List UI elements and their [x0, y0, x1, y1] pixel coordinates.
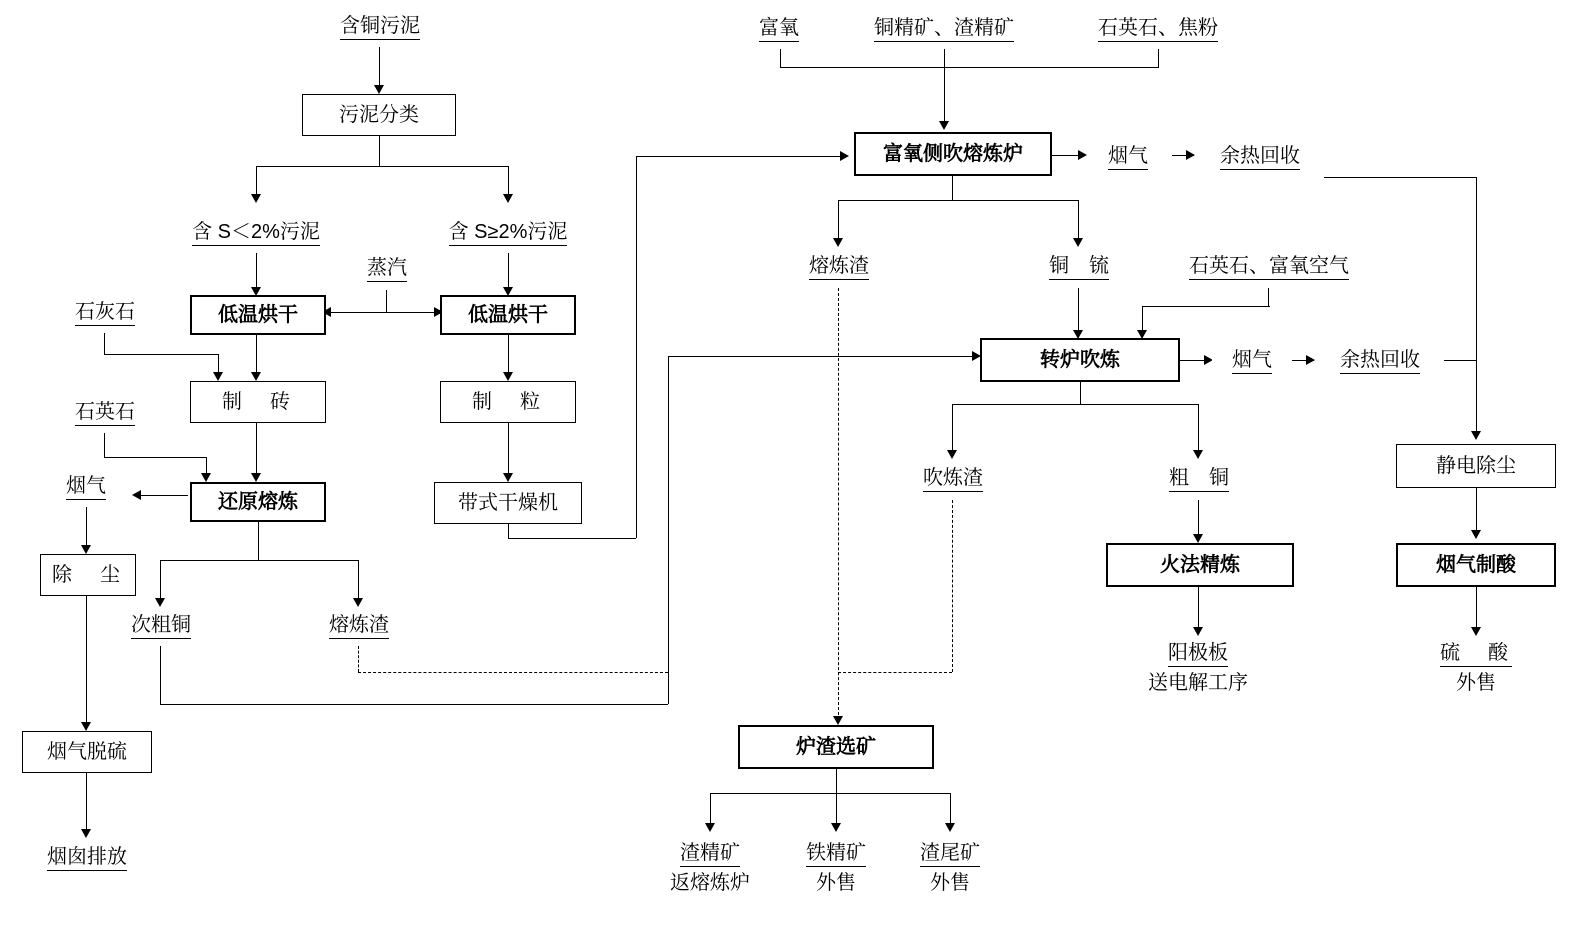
edge-slagleft-dash-down — [358, 646, 359, 672]
edge-lt2-to-dry1 — [256, 253, 257, 291]
edge-blowslag-dash-left — [838, 672, 952, 673]
node-sulfuric-acid: 硫 酸 外售 — [1418, 641, 1534, 695]
arrowhead — [947, 450, 957, 459]
node-sulfur-lt2: 含 S＜2%污泥 — [166, 220, 346, 246]
node-converter-blowing: 转炉吹炼 — [980, 338, 1180, 382]
arrowhead — [374, 85, 384, 94]
node-heat-recovery-2: 余热回收 — [1316, 348, 1444, 374]
arrowhead — [945, 823, 955, 832]
arrowhead — [1306, 355, 1315, 365]
arrowhead — [1471, 530, 1481, 539]
arrowhead — [503, 194, 513, 203]
node-sludge-input: 含铜污泥 — [300, 14, 460, 40]
arrowhead — [251, 473, 261, 482]
edge-blowslag-dash-down — [952, 500, 953, 672]
edge-desulf-to-stack — [86, 773, 87, 833]
arrowhead — [1186, 150, 1195, 160]
edge-reduction-to-fluegas — [140, 495, 188, 496]
node-pelletizing: 制 粒 — [440, 381, 576, 423]
edge-matte-to-converter — [1078, 288, 1079, 334]
node-oxygen-side-blow-furnace: 富氧侧吹熔炼炉 — [854, 132, 1052, 176]
arrowhead — [353, 598, 363, 607]
node-fluegas-2: 烟气 — [1212, 348, 1292, 374]
edge-converter-out-bar — [952, 404, 1198, 405]
arrowhead — [251, 372, 261, 381]
node-slag-tailing-note: 外售 — [930, 872, 970, 894]
edge-to-slag-left — [358, 560, 359, 602]
node-fire-refining: 火法精炼 — [1106, 543, 1294, 587]
node-fluegas-left: 烟气 — [44, 474, 128, 500]
node-slag-concentrate-note: 返熔炼炉 — [670, 872, 750, 894]
arrowhead — [833, 238, 843, 247]
arrowhead — [1471, 627, 1481, 636]
edge-split-bar — [256, 166, 509, 167]
edge-dry2-to-pellet — [508, 335, 509, 376]
arrowhead — [939, 121, 949, 130]
edge-beltdryer-up — [636, 156, 637, 538]
arrowhead — [833, 716, 843, 725]
edge-esp-to-acid — [1476, 488, 1477, 534]
edge-blister-to-refining — [1198, 500, 1199, 538]
node-limestone: 石灰石 — [48, 300, 162, 326]
edge-fluegas-to-dedust — [86, 507, 87, 549]
edge-smeltslag-dashed-down — [838, 288, 839, 720]
edge-beltdryer-to-furnace — [636, 156, 844, 157]
edge-furnace-out-bar — [838, 200, 1078, 201]
node-acid-making: 烟气制酸 — [1396, 543, 1556, 587]
edge-blister2-down — [160, 646, 161, 704]
edge-furnace-out-stem — [952, 176, 953, 200]
edge-conc-down — [944, 49, 945, 67]
node-quartz-coke: 石英石、焦粉 — [1062, 16, 1254, 42]
arrowhead — [1193, 534, 1203, 543]
arrowhead — [81, 829, 91, 838]
edge-heat1-down — [1476, 177, 1477, 435]
edge-blister2-to-converter — [668, 356, 978, 357]
arrowhead — [1193, 450, 1203, 459]
node-heat-recovery-1: 余热回收 — [1196, 144, 1324, 170]
node-smelting-slag: 熔炼渣 — [782, 254, 896, 280]
node-slag-tailing: 渣尾矿 外售 — [892, 841, 1008, 895]
node-smelting-slag-left: 熔炼渣 — [302, 613, 416, 639]
edge-sludge-to-sort — [379, 47, 380, 89]
arrowhead — [155, 598, 165, 607]
edge-beneficiation-stem — [836, 769, 837, 793]
edge-steam-bar — [330, 312, 442, 313]
edge-refining-to-anode — [1198, 587, 1199, 631]
edge-feed-to-furnace — [944, 67, 945, 125]
node-secondary-blister-copper: 次粗铜 — [104, 613, 218, 639]
node-iron-concentrate-note: 外售 — [816, 872, 856, 894]
arrowhead — [1471, 431, 1481, 440]
node-anode-plate: 阳极板 送电解工序 — [1140, 641, 1256, 695]
edge-limestone-v — [104, 333, 105, 354]
node-copper-matte: 铜 锍 — [1022, 254, 1136, 280]
edge-quartzair-down — [1268, 288, 1269, 306]
node-quartz-oxygen-air: 石英石、富氧空气 — [1150, 254, 1388, 280]
arrowhead — [503, 473, 513, 482]
node-reduction-smelting: 还原熔炼 — [190, 482, 326, 522]
edge-pellet-to-beltdryer — [508, 423, 509, 477]
edge-beltdryer-right — [508, 538, 636, 539]
arrowhead — [831, 823, 841, 832]
node-low-temp-drying-2: 低温烘干 — [440, 295, 576, 335]
node-sulfuric-acid-note: 外售 — [1456, 672, 1496, 694]
edge-reduction-out-bar — [160, 560, 358, 561]
edge-heat2-to-riser — [1444, 360, 1476, 361]
edge-quartz-v — [104, 433, 105, 457]
arrowhead — [251, 194, 261, 203]
edge-to-slag-conc — [710, 793, 711, 827]
edge-to-matte — [1078, 200, 1079, 242]
node-quartz-left: 石英石 — [48, 400, 162, 426]
edge-dry1-to-brick — [256, 335, 257, 376]
edge-brick-to-reduction — [256, 423, 257, 477]
arrowhead — [1193, 627, 1203, 636]
edge-to-blister-copper — [1198, 404, 1199, 454]
arrowhead — [81, 545, 91, 554]
edge-to-smelting-slag — [838, 200, 839, 242]
node-steam: 蒸汽 — [342, 256, 432, 282]
edge-ge2-to-dry2 — [508, 253, 509, 291]
node-low-temp-drying-1: 低温烘干 — [190, 295, 326, 335]
arrowhead — [840, 151, 849, 161]
arrowhead — [1078, 150, 1087, 160]
arrowhead — [201, 473, 211, 482]
edge-beneficiation-bar — [710, 793, 950, 794]
arrowhead — [503, 372, 513, 381]
node-sludge-classification: 污泥分类 — [302, 94, 456, 136]
edge-acid-to-product — [1476, 587, 1477, 631]
node-brick-making: 制 砖 — [190, 381, 326, 423]
edge-to-blowing-slag — [952, 404, 953, 454]
edge-feed-merge-bar — [780, 67, 1159, 68]
node-slag-beneficiation: 炉渣选矿 — [738, 725, 934, 769]
node-iron-concentrate: 铁精矿 外售 — [778, 841, 894, 895]
edge-reduction-out-stem — [258, 522, 259, 560]
edge-heat1-right — [1324, 177, 1476, 178]
edge-blister2-up — [668, 356, 669, 704]
edge-to-blister2 — [160, 560, 161, 602]
edge-to-tailing — [950, 793, 951, 827]
node-belt-dryer: 带式干燥机 — [434, 482, 582, 524]
edge-dedust-to-desulf — [86, 596, 87, 726]
edge-slagleft-dash-right — [358, 672, 668, 673]
arrowhead — [1073, 238, 1083, 247]
node-electrostatic-precipitator: 静电除尘 — [1396, 444, 1556, 488]
edge-blister2-right — [160, 704, 668, 705]
node-slag-concentrate: 渣精矿 返熔炼炉 — [652, 841, 768, 895]
node-blister-copper: 粗 铜 — [1142, 466, 1256, 492]
edge-quartzcoke-down — [1158, 49, 1159, 67]
node-stack-emission: 烟囱排放 — [16, 845, 158, 871]
edge-converter-out-stem — [1080, 382, 1081, 404]
edge-quartz-h — [104, 457, 206, 458]
node-copper-concentrate: 铜精矿、渣精矿 — [844, 16, 1044, 42]
node-oxygen-enriched: 富氧 — [730, 16, 828, 42]
edge-limestone-h — [104, 354, 218, 355]
node-fluegas-1: 烟气 — [1088, 144, 1168, 170]
edge-beltdryer-down — [508, 524, 509, 538]
edge-to-iron-conc — [836, 793, 837, 827]
node-blowing-slag: 吹炼渣 — [896, 466, 1010, 492]
edge-oxygen-down — [780, 49, 781, 67]
edge-split-stem — [379, 136, 380, 166]
arrowhead — [132, 490, 141, 500]
arrowhead — [705, 823, 715, 832]
node-desulfurization: 烟气脱硫 — [22, 731, 152, 773]
node-dust-removal: 除 尘 — [40, 554, 136, 596]
node-anode-plate-note: 送电解工序 — [1148, 672, 1248, 694]
node-sulfur-ge2: 含 S≥2%污泥 — [418, 220, 598, 246]
edge-steam-stem — [386, 290, 387, 312]
edge-quartzair-left — [1142, 306, 1270, 307]
arrowhead — [81, 722, 91, 731]
arrowhead — [213, 372, 223, 381]
